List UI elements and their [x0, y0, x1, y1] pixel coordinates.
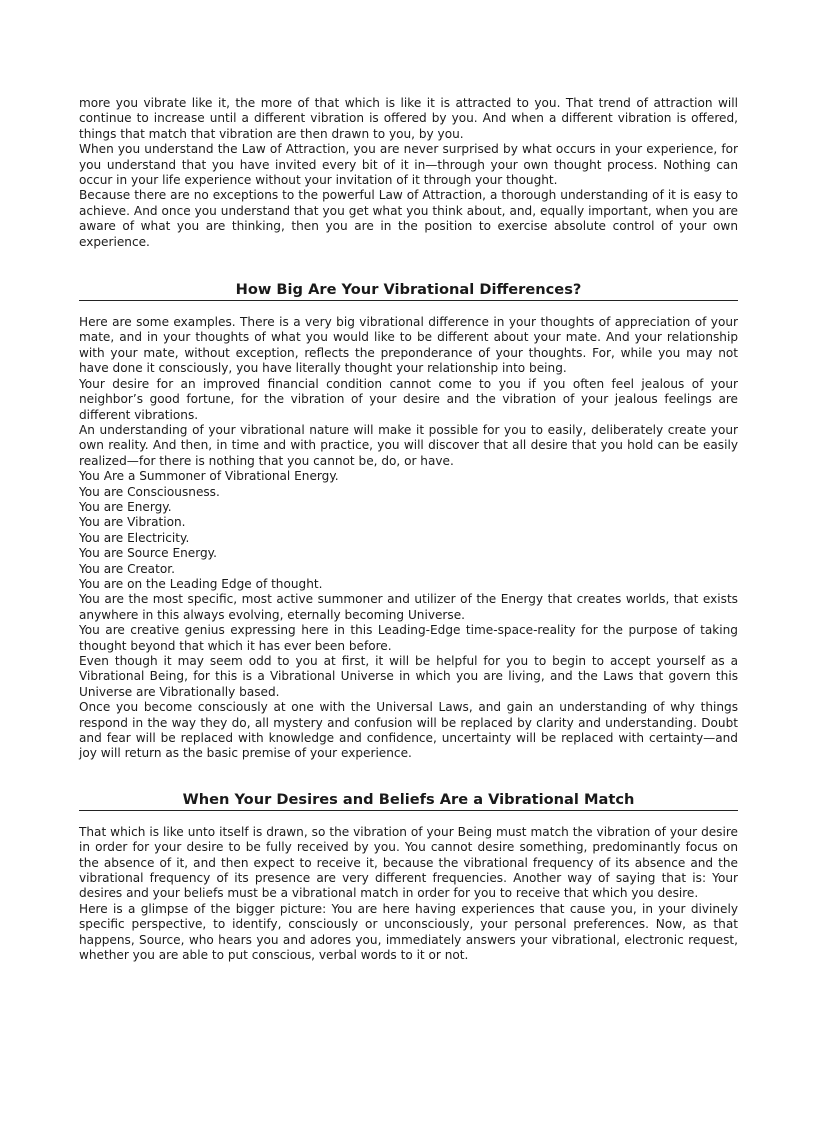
- vibrational-match-section: [79, 825, 738, 964]
- body-paragraph: You are creative genius expressing here in this Leading-Edge time-space-reality for the purpose of taking thought beyond that which it has ever been before.: [79, 623, 738, 653]
- affirmation-line: You Are a Summoner of Vibrational Energy.: [79, 469, 339, 484]
- body-paragraph: You are the most specific, most active summoner and utilizer of the Energy that creates worlds, that exists anywhere in this always evolving, eternally becoming Universe.: [79, 592, 738, 622]
- body-paragraph: Even though it may seem odd to you at first, it will be helpful for you to begin to accept yourself as a Vibrational Being, for this is a Vibrational Universe in which you are living, and the Laws that govern this Universe are Vibrationally based.: [79, 654, 738, 699]
- affirmation-line: You are on the Leading Edge of thought.: [79, 576, 323, 591]
- affirmation-line: You are Consciousness.: [79, 484, 220, 499]
- body-paragraph: That which is like unto itself is drawn, so the vibration of your Being must match the vibration of your desire in order for your desire to be fully received by you. You cannot desire something, predominantly focus on the absence of it, and then expect to receive it, because the vibrational frequency of its absence and the vibrational frequency of its presence are very different frequencies. Another way of saying that is: Your desires and your beliefs must be a vibrational match in order for you to receive that which you desire.: [79, 824, 738, 901]
- intro-paragraph: When you understand the Law of Attraction, you are never surprised by what occurs in your experience, for you understand that you have invited every bit of it in—through your own thought process. Nothing can occur in your life experience without your invitation of it through your thought.: [79, 142, 738, 188]
- affirmation-line: You are Vibration.: [79, 515, 186, 530]
- body-paragraph: Here is a glimpse of the bigger picture: You are here having experiences that cause you, in your divinely specific perspective, to identify, consciously or unconsciously, your personal preferences. Now, as that happens, Source, who hears you and adores you, immediately answers your vibrational, electronic request, whether you are able to put conscious, verbal words to it or not.: [79, 901, 738, 963]
- affirmation-line: You are Creator.: [79, 561, 175, 576]
- intro-paragraph: Because there are no exceptions to the powerful Law of Attraction, a thorough understanding of it is easy to achieve. And once you understand that you get what you think about, and, equally important, when you are aware of what you are thinking, then you are in the position to exercise absolute control of your own experience.: [79, 188, 738, 249]
- body-paragraph: Here are some examples. There is a very big vibrational difference in your thoughts of appreciation of your mate, and in your thoughts of what you would like to be different about your mate. And your relationship with your mate, without exception, reflects the preponderance of your thoughts. For, while you may not have done it consciously, you have literally thought your relationship into being.: [79, 315, 738, 376]
- body-paragraph: Once you become consciously at one with the Universal Laws, and gain an understanding of why things respond in the way they do, all mystery and confusion will be replaced by clarity and understanding. Doubt and fear will be replaced with knowledge and confidence, uncertainty will be replaced with certainty—and joy will return as the basic premise of your experience.: [79, 700, 738, 761]
- body-paragraph: An understanding of your vibrational nature will make it possible for you to easily, deliberately create your own reality. And then, in time and with practice, you will discover that all desire that you hold can be easily realized—for there is nothing that you cannot be, do, or have.: [79, 422, 738, 468]
- document-page: [79, 96, 738, 964]
- intro-paragraph: more you vibrate like it, the more of that which is like it is attracted to you. That trend of attraction will continue to increase until a different vibration is offered by you. And when a different vibration is offered, things that match that vibration are then drawn to you, by you.: [79, 96, 738, 141]
- section-heading-block: [79, 791, 738, 811]
- affirmation-line: You are Electricity.: [79, 530, 190, 545]
- section-heading: When Your Desires and Beliefs Are a Vibrational Match: [79, 791, 738, 811]
- section-heading-block: [79, 281, 738, 301]
- intro-section: [79, 96, 738, 250]
- affirmation-line: You are Source Energy.: [79, 546, 217, 561]
- body-paragraph: Your desire for an improved financial condition cannot come to you if you often feel jealous of your neighbor’s good fortune, for the vibration of your desire and the vibration of your jealous feelings are different vibrations.: [79, 376, 738, 422]
- vibrational-differences-section: [79, 315, 738, 762]
- affirmation-line: You are Energy.: [79, 499, 172, 514]
- section-heading: How Big Are Your Vibrational Differences?: [79, 281, 738, 301]
